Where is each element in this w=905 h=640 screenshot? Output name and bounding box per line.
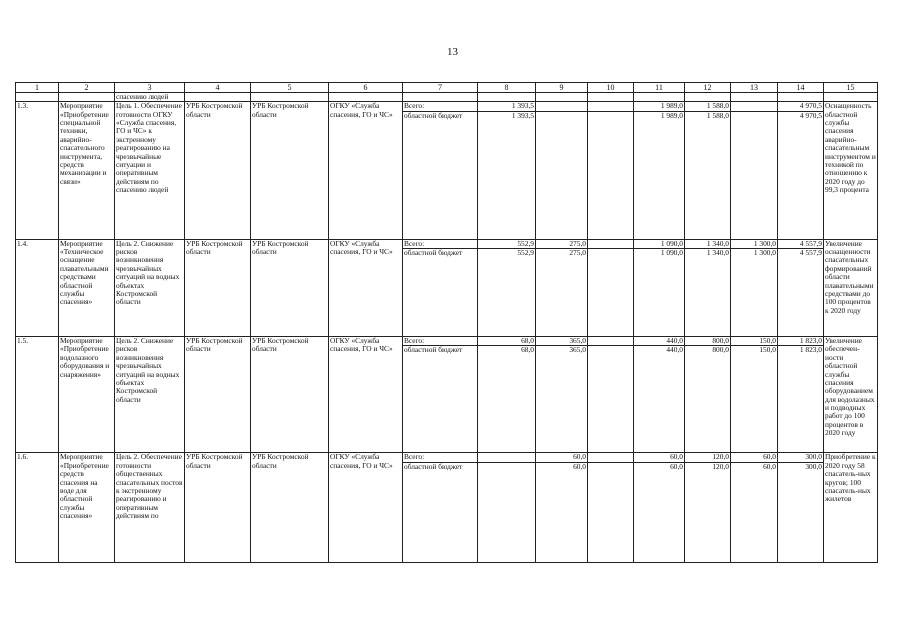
column-number: 1: [16, 83, 59, 93]
amount-cell: [588, 337, 634, 346]
amount-cell: 150,0: [731, 346, 778, 453]
amount-cell: 1 393,5: [478, 102, 536, 111]
admin-name: УРБ Костромской области: [185, 337, 251, 453]
amount-cell: 1 588,0: [685, 102, 731, 111]
amount-cell: [731, 102, 778, 111]
amount-cell: 150,0: [731, 337, 778, 346]
table-row: [16, 337, 878, 346]
column-number: 6: [329, 83, 403, 93]
amount-cell: 60,0: [731, 453, 778, 462]
column-number: 4: [185, 83, 251, 93]
goal-text: Цель 2. Обеспечение готовности общественных спасательных постов к экстренному реагированию и оперативным действиям по: [115, 453, 185, 562]
amount-cell: 1 393,5: [478, 111, 536, 239]
goal-text: Цель 2. Снижение рисков возникновения чрезвычайных ситуаций на водных объектах Костромской области: [115, 337, 185, 453]
expected-result: Увеличение обеспечен-ности областной службы спасения оборудованием для водолазных и подводных работ до 100 процентов в 2020 году: [824, 337, 878, 453]
amount-cell: 1 989,0: [634, 102, 685, 111]
column-number: 11: [634, 83, 685, 93]
funding-source: Всего:: [403, 453, 478, 462]
amount-cell: 68,0: [478, 346, 536, 453]
row-number: 1.5.: [16, 337, 59, 453]
row-number: 1.3.: [16, 102, 59, 239]
amount-cell: [588, 346, 634, 453]
column-number: 8: [478, 83, 536, 93]
amount-cell: 1 989,0: [634, 111, 685, 239]
amount-cell: [588, 239, 634, 248]
column-number: 5: [251, 83, 329, 93]
amount-cell: [478, 462, 536, 562]
column-number: 9: [536, 83, 588, 93]
funding-source: областной бюджет: [403, 346, 478, 453]
amount-cell: [588, 111, 634, 239]
measure-name: Мероприятие «Приобретение средств спасения на воде для областной службы спасения»: [59, 453, 115, 562]
column-number-row: [16, 83, 878, 93]
amount-cell: 60,0: [634, 462, 685, 562]
amount-cell: 440,0: [634, 346, 685, 453]
column-number: 13: [731, 83, 778, 93]
amount-cell: 4 557,9: [778, 249, 824, 337]
amount-cell: 4 970,5: [778, 111, 824, 239]
amount-cell: 365,0: [536, 337, 588, 346]
amount-cell: 1 340,0: [685, 249, 731, 337]
amount-cell: 1 090,0: [634, 249, 685, 337]
column-number: 7: [403, 83, 478, 93]
amount-cell: 552,9: [478, 239, 536, 248]
amount-cell: 300,0: [778, 453, 824, 462]
executor-name: ОГКУ «Служба спасения, ГО и ЧС»: [329, 453, 403, 562]
amount-cell: [536, 102, 588, 111]
amount-cell: 300,0: [778, 462, 824, 562]
responsible-name: УРБ Костромской области: [251, 102, 329, 239]
measure-name: Мероприятие «Техническое оснащение плавательными средствами областной службы спасения»: [59, 239, 115, 336]
column-number: 14: [778, 83, 824, 93]
amount-cell: 120,0: [685, 462, 731, 562]
amount-cell: 4 970,5: [778, 102, 824, 111]
amount-cell: 1 340,0: [685, 239, 731, 248]
measure-name: Мероприятие «Приобретение водолазного оборудования и снаряжения»: [59, 337, 115, 453]
table-row: [16, 102, 878, 111]
amount-cell: [588, 102, 634, 111]
table-row: [16, 453, 878, 462]
amount-cell: 440,0: [634, 337, 685, 346]
amount-cell: 275,0: [536, 239, 588, 248]
expected-result: Оснащенность областной службы спасения аварийно-спасательным инструментом и техникой по отношению к 2020 году до 99,3 процента: [824, 102, 878, 239]
amount-cell: 68,0: [478, 337, 536, 346]
table-row: [16, 239, 878, 248]
amount-cell: 1 823,0: [778, 337, 824, 346]
amount-cell: [588, 453, 634, 462]
amount-cell: 4 557,9: [778, 239, 824, 248]
amount-cell: [478, 453, 536, 462]
column-number: 15: [824, 83, 878, 93]
column-number: 12: [685, 83, 731, 93]
amount-cell: 1 300,0: [731, 239, 778, 248]
amount-cell: 800,0: [685, 337, 731, 346]
column-number: 3: [115, 83, 185, 93]
amount-cell: [731, 111, 778, 239]
amount-cell: 552,9: [478, 249, 536, 337]
responsible-name: УРБ Костромской области: [251, 337, 329, 453]
admin-name: УРБ Костромской области: [185, 453, 251, 562]
continuation-text: спасению людей: [115, 93, 185, 102]
amount-cell: [588, 462, 634, 562]
column-number: 2: [59, 83, 115, 93]
program-table: [15, 82, 878, 563]
amount-cell: 275,0: [536, 249, 588, 337]
amount-cell: 800,0: [685, 346, 731, 453]
executor-name: ОГКУ «Служба спасения, ГО и ЧС»: [329, 102, 403, 239]
responsible-name: УРБ Костромской области: [251, 453, 329, 562]
amount-cell: 60,0: [731, 462, 778, 562]
amount-cell: 120,0: [685, 453, 731, 462]
funding-source: областной бюджет: [403, 249, 478, 337]
goal-text: Цель 2. Снижение рисков возникновения чрезвычайных ситуаций на водных объектах Костромской области: [115, 239, 185, 336]
row-number: 1.4.: [16, 239, 59, 336]
amount-cell: 60,0: [536, 453, 588, 462]
admin-name: УРБ Костромской области: [185, 239, 251, 336]
funding-source: областной бюджет: [403, 462, 478, 562]
funding-source: Всего:: [403, 337, 478, 346]
expected-result: Приобретение к 2020 году 58 спасатель-ных кругов; 100 спасатель-ных жилетов: [824, 453, 878, 562]
amount-cell: 60,0: [536, 462, 588, 562]
executor-name: ОГКУ «Служба спасения, ГО и ЧС»: [329, 239, 403, 336]
column-number: 10: [588, 83, 634, 93]
continuation-row: [16, 93, 878, 102]
funding-source: областной бюджет: [403, 111, 478, 239]
measure-name: Мероприятие «Приобретение специальной техники, аварийно-спасательного инструмента, средств механизации и связи»: [59, 102, 115, 239]
amount-cell: [536, 111, 588, 239]
amount-cell: 1 823,0: [778, 346, 824, 453]
amount-cell: [588, 249, 634, 337]
goal-text: Цель 1. Обеспечение готовности ОГКУ «Служба спасения, ГО и ЧС» к экстренному реагированию на чрезвычайные ситуации и оперативным действиям по спасению людей: [115, 102, 185, 239]
executor-name: ОГКУ «Служба спасения, ГО и ЧС»: [329, 337, 403, 453]
page-number: 13: [447, 46, 458, 58]
responsible-name: УРБ Костромской области: [251, 239, 329, 336]
amount-cell: 1 090,0: [634, 239, 685, 248]
row-number: 1.6.: [16, 453, 59, 562]
funding-source: Всего:: [403, 102, 478, 111]
funding-source: Всего:: [403, 239, 478, 248]
amount-cell: 60,0: [634, 453, 685, 462]
amount-cell: 1 300,0: [731, 249, 778, 337]
admin-name: УРБ Костромской области: [185, 102, 251, 239]
amount-cell: 365,0: [536, 346, 588, 453]
amount-cell: 1 588,0: [685, 111, 731, 239]
expected-result: Увеличение оснащенности спасательных формирований области плавательными средствами до 100 процентов к 2020 году: [824, 239, 878, 336]
